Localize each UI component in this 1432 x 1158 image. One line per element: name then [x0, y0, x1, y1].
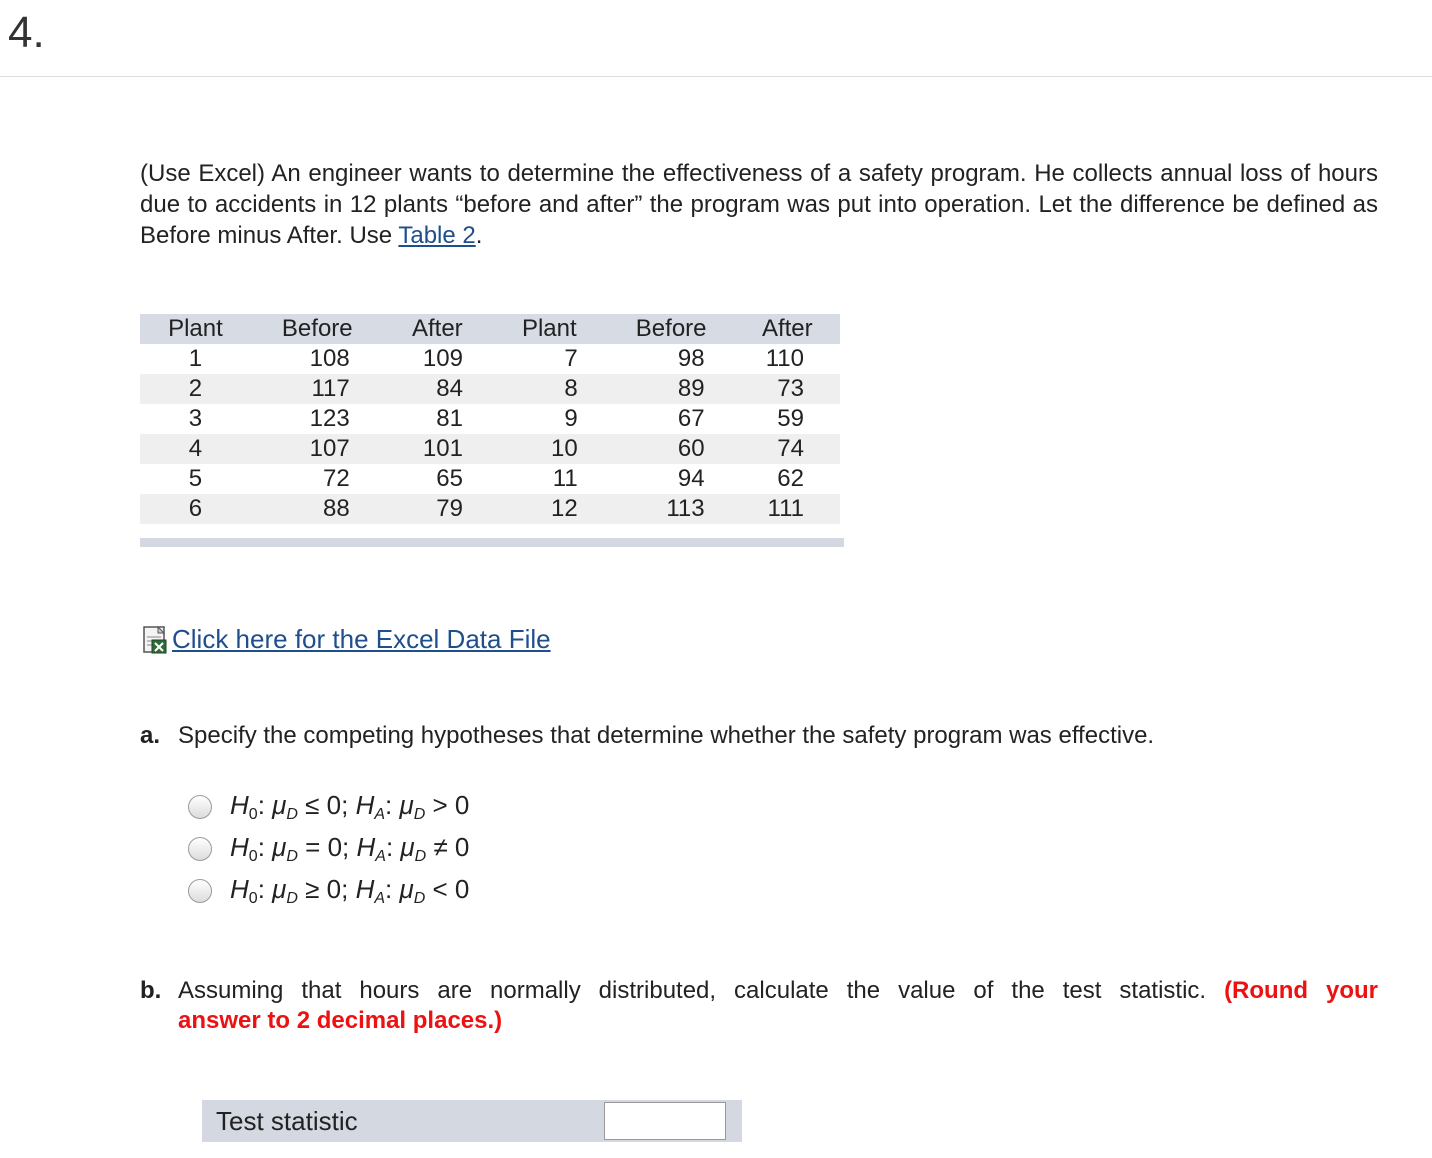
- table-cell: 109: [422, 345, 463, 372]
- table-cell: 108: [309, 345, 350, 372]
- table-cell: 5: [188, 465, 203, 492]
- table-cell: 6: [140, 494, 251, 524]
- part-b-prompt: [140, 976, 1378, 1036]
- table-cell: 98: [677, 345, 705, 372]
- table-row: [140, 434, 840, 464]
- option-text: $H_0$: $\mu_D = 0$; $H_A$: $\mu_D \ne 0$: [230, 832, 470, 865]
- part-b-emphasis-2: answer to 2 decimal places.): [178, 1007, 503, 1034]
- table-footer-bar: [140, 538, 844, 547]
- question-number: 4.: [8, 8, 45, 57]
- table-cell: 107: [251, 434, 384, 464]
- col-header-plant-2: Plant: [491, 314, 608, 344]
- table-cell: 65: [436, 465, 463, 492]
- part-b-line-2: [140, 1006, 1378, 1036]
- table-cell: 11: [552, 465, 578, 492]
- table-cell: 67: [677, 405, 705, 432]
- table-cell: 79: [384, 494, 491, 524]
- table-row: [140, 344, 840, 374]
- hypothesis-option-3[interactable]: [188, 870, 469, 912]
- hypothesis-option-2[interactable]: [188, 828, 469, 870]
- part-a-text: Specify the competing hypotheses that determine whether the safety program was effective.: [178, 722, 1155, 749]
- table-cell: 10: [491, 434, 608, 464]
- question-intro: [140, 158, 1378, 251]
- option-text: $H_0$: $\mu_D \le 0$; $H_A$: $\mu_D > 0$: [230, 790, 470, 823]
- table-row: [140, 374, 840, 404]
- table-cell: 3: [188, 405, 203, 432]
- table-cell: 111: [735, 494, 840, 524]
- part-a-label: a.: [140, 722, 161, 749]
- part-b-emphasis-1: (Round your: [1224, 977, 1379, 1004]
- test-statistic-input[interactable]: [604, 1102, 726, 1140]
- part-a-prompt: [140, 722, 1154, 750]
- table-cell: 8: [491, 374, 608, 404]
- table-cell: 94: [677, 465, 705, 492]
- table-2-link[interactable]: Table 2: [398, 222, 476, 249]
- table-cell: 59: [777, 405, 804, 432]
- option-text: $H_0$: $\mu_D \ge 0$; $H_A$: $\mu_D < 0$: [230, 874, 470, 907]
- table-header-row: [140, 314, 840, 344]
- excel-file-icon[interactable]: [142, 625, 170, 655]
- table-cell: 60: [608, 434, 735, 464]
- data-table: [140, 314, 840, 524]
- intro-text: (Use Excel) An engineer wants to determine the effectiveness of a safety program. He collects annual loss of hours due to accidents in 12 plants “before and after” the program was put into operation. Let the difference be defined as Before minus After. Use: [140, 160, 1378, 249]
- table-cell: 74: [735, 434, 840, 464]
- part-b-label: b.: [140, 977, 162, 1004]
- col-header-before-2: Before: [608, 314, 735, 344]
- table-cell: 110: [765, 345, 804, 372]
- col-header-before: Before: [251, 314, 384, 344]
- table-cell: 113: [608, 494, 735, 524]
- part-b-line-1: [140, 976, 1378, 1006]
- table-row: [140, 464, 840, 494]
- test-statistic-label: Test statistic: [216, 1106, 358, 1136]
- table-cell: 81: [436, 405, 463, 432]
- hypothesis-options: [188, 786, 469, 912]
- table-row: [140, 494, 840, 524]
- radio-button[interactable]: [188, 837, 212, 861]
- excel-data-link-row: [142, 624, 551, 655]
- part-b-text-line: [178, 976, 1378, 1006]
- part-b-text: Assuming that hours are normally distributed, calculate the value of the test statistic.: [178, 977, 1225, 1004]
- hypothesis-option-1[interactable]: [188, 786, 469, 828]
- col-header-after: After: [384, 314, 491, 344]
- table-cell: 7: [564, 345, 578, 372]
- col-header-plant: Plant: [140, 314, 251, 344]
- table-cell: 12: [491, 494, 608, 524]
- col-header-after-2: After: [735, 314, 840, 344]
- radio-button[interactable]: [188, 879, 212, 903]
- radio-button[interactable]: [188, 795, 212, 819]
- table-cell: 89: [608, 374, 735, 404]
- table-cell: 1: [188, 345, 203, 372]
- table-cell: 73: [735, 374, 840, 404]
- intro-end: .: [475, 222, 483, 249]
- table-cell: 9: [564, 405, 578, 432]
- table-cell: 62: [777, 465, 804, 492]
- table-cell: 88: [251, 494, 384, 524]
- top-divider: [0, 76, 1432, 77]
- excel-data-link[interactable]: Click here for the Excel Data File: [172, 624, 551, 654]
- table-row: [140, 404, 840, 434]
- table-cell: 101: [384, 434, 491, 464]
- table-cell: 117: [251, 374, 384, 404]
- table-cell: 123: [309, 405, 350, 432]
- table-cell: 72: [323, 465, 350, 492]
- table-cell: 4: [140, 434, 251, 464]
- test-statistic-answer-row: [202, 1100, 742, 1142]
- table-cell: 84: [384, 374, 491, 404]
- table-cell: 2: [140, 374, 251, 404]
